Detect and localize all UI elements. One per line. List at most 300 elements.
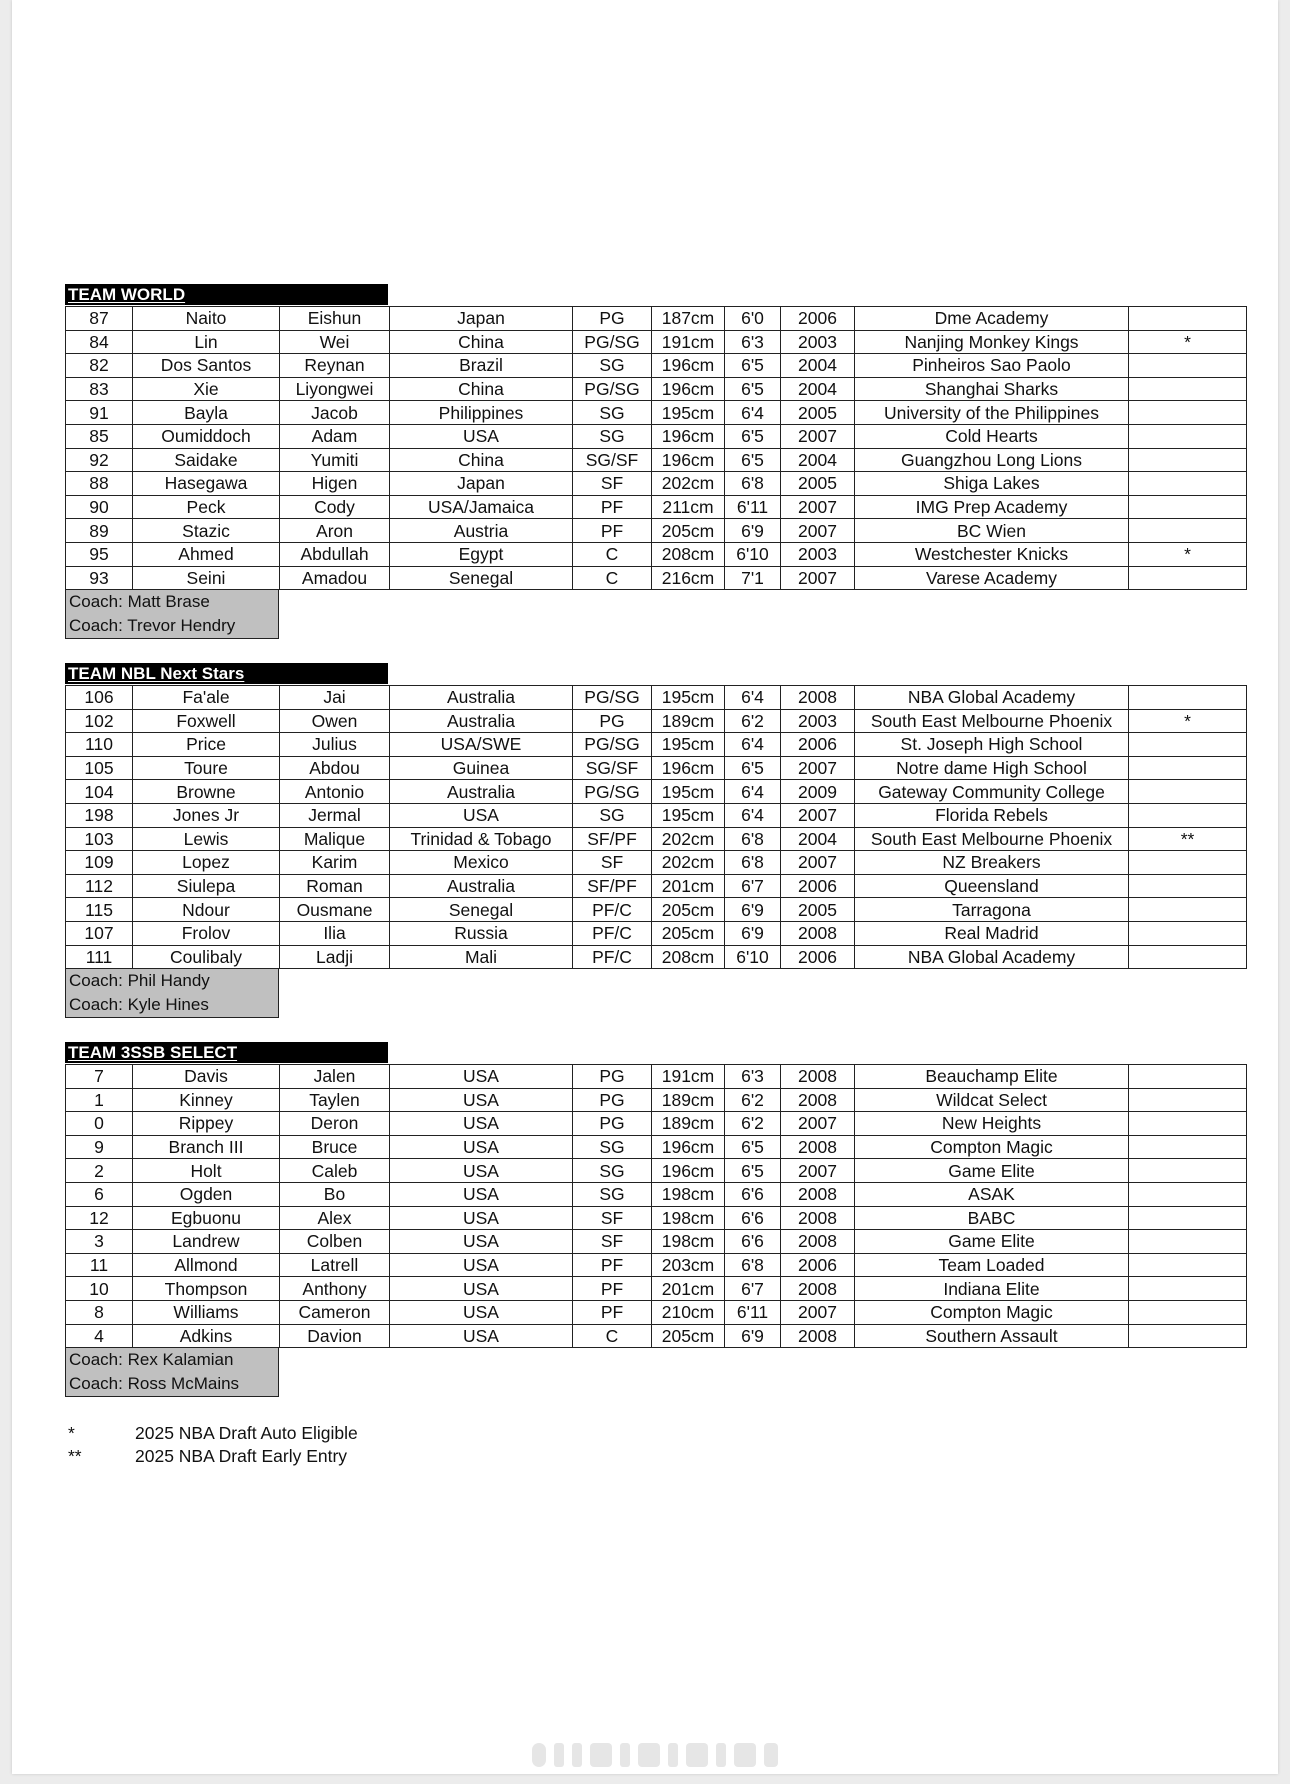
birth-year-cell: 2006 (781, 307, 855, 331)
country-cell: Australia (390, 780, 573, 804)
birth-year-cell: 2006 (781, 945, 855, 969)
draft-status-cell (1129, 803, 1247, 827)
draft-status-cell (1129, 1135, 1247, 1159)
club-cell: Shanghai Sharks (855, 377, 1129, 401)
height-ft-cell: 6'11 (725, 1300, 781, 1324)
height-cm-cell: 208cm (652, 542, 725, 566)
last-name-cell: Holt (133, 1159, 280, 1183)
table-row (66, 1277, 1247, 1301)
birth-year-cell: 2007 (781, 1300, 855, 1324)
height-cm-cell: 191cm (652, 330, 725, 354)
last-name-cell: Branch III (133, 1135, 280, 1159)
height-ft-cell: 6'3 (725, 1065, 781, 1089)
club-cell: Florida Rebels (855, 803, 1129, 827)
height-cm-cell: 198cm (652, 1206, 725, 1230)
last-name-cell: Seini (133, 566, 280, 590)
height-cm-cell: 196cm (652, 1159, 725, 1183)
height-ft-cell: 6'9 (725, 519, 781, 543)
club-cell: Real Madrid (855, 921, 1129, 945)
country-cell: USA (390, 1159, 573, 1183)
last-name-cell: Ogden (133, 1182, 280, 1206)
table-row (66, 424, 1247, 448)
draft-status-cell (1129, 921, 1247, 945)
birth-year-cell: 2004 (781, 827, 855, 851)
birth-year-cell: 2007 (781, 495, 855, 519)
last-name-cell: Toure (133, 756, 280, 780)
jersey-number-cell: 6 (66, 1182, 133, 1206)
jersey-number-cell: 11 (66, 1253, 133, 1277)
club-cell: Guangzhou Long Lions (855, 448, 1129, 472)
position-cell: SG (573, 1182, 652, 1206)
legend-item (68, 1421, 358, 1445)
first-name-cell: Liyongwei (280, 377, 390, 401)
legend-item (68, 1444, 347, 1468)
draft-status-cell (1129, 424, 1247, 448)
first-name-cell: Jacob (280, 401, 390, 425)
height-cm-cell: 191cm (652, 1065, 725, 1089)
position-cell: PG (573, 709, 652, 733)
height-ft-cell: 6'0 (725, 307, 781, 331)
position-cell: PG/SG (573, 780, 652, 804)
first-name-cell: Caleb (280, 1159, 390, 1183)
position-cell: SF/PF (573, 874, 652, 898)
jersey-number-cell: 106 (66, 686, 133, 710)
height-ft-cell: 6'5 (725, 354, 781, 378)
country-cell: Mexico (390, 851, 573, 875)
country-cell: China (390, 377, 573, 401)
legend-symbol: * (68, 1423, 75, 1443)
height-cm-cell: 196cm (652, 424, 725, 448)
height-cm-cell: 210cm (652, 1300, 725, 1324)
position-cell: SG (573, 803, 652, 827)
height-cm-cell: 195cm (652, 686, 725, 710)
club-cell: Shiga Lakes (855, 472, 1129, 496)
last-name-cell: Naito (133, 307, 280, 331)
height-cm-cell: 201cm (652, 874, 725, 898)
jersey-number-cell: 115 (66, 898, 133, 922)
first-name-cell: Eishun (280, 307, 390, 331)
club-cell: Nanjing Monkey Kings (855, 330, 1129, 354)
position-cell: PF/C (573, 921, 652, 945)
table-row (66, 566, 1247, 590)
club-cell: Game Elite (855, 1230, 1129, 1254)
last-name-cell: Xie (133, 377, 280, 401)
first-name-cell: Owen (280, 709, 390, 733)
first-name-cell: Alex (280, 1206, 390, 1230)
last-name-cell: Siulepa (133, 874, 280, 898)
club-cell: IMG Prep Academy (855, 495, 1129, 519)
country-cell: USA/SWE (390, 733, 573, 757)
draft-status-cell (1129, 733, 1247, 757)
last-name-cell: Saidake (133, 448, 280, 472)
club-cell: NBA Global Academy (855, 686, 1129, 710)
jersey-number-cell: 95 (66, 542, 133, 566)
country-cell: Guinea (390, 756, 573, 780)
height-ft-cell: 6'5 (725, 1135, 781, 1159)
draft-status-cell (1129, 377, 1247, 401)
position-cell: PF/C (573, 898, 652, 922)
draft-status-cell (1129, 780, 1247, 804)
table-row (66, 519, 1247, 543)
country-cell: USA/Jamaica (390, 495, 573, 519)
team-title: TEAM WORLD (65, 284, 388, 305)
last-name-cell: Peck (133, 495, 280, 519)
last-name-cell: Ahmed (133, 542, 280, 566)
watermark-logo (532, 1741, 782, 1769)
table-row (66, 686, 1247, 710)
height-cm-cell: 195cm (652, 803, 725, 827)
country-cell: Senegal (390, 898, 573, 922)
birth-year-cell: 2007 (781, 851, 855, 875)
jersey-number-cell: 84 (66, 330, 133, 354)
birth-year-cell: 2008 (781, 1324, 855, 1348)
draft-status-cell (1129, 1253, 1247, 1277)
table-row (66, 874, 1247, 898)
draft-status-cell (1129, 686, 1247, 710)
height-cm-cell: 198cm (652, 1182, 725, 1206)
club-cell: Game Elite (855, 1159, 1129, 1183)
jersey-number-cell: 7 (66, 1065, 133, 1089)
jersey-number-cell: 9 (66, 1135, 133, 1159)
coach-box (65, 1348, 279, 1397)
first-name-cell: Malique (280, 827, 390, 851)
country-cell: USA (390, 1206, 573, 1230)
birth-year-cell: 2007 (781, 519, 855, 543)
first-name-cell: Antonio (280, 780, 390, 804)
jersey-number-cell: 104 (66, 780, 133, 804)
last-name-cell: Coulibaly (133, 945, 280, 969)
height-ft-cell: 6'4 (725, 686, 781, 710)
draft-status-cell (1129, 1088, 1247, 1112)
height-cm-cell: 195cm (652, 401, 725, 425)
draft-status-cell (1129, 495, 1247, 519)
jersey-number-cell: 112 (66, 874, 133, 898)
table-row (66, 1135, 1247, 1159)
country-cell: Austria (390, 519, 573, 543)
height-cm-cell: 189cm (652, 1112, 725, 1136)
legend-text: 2025 NBA Draft Auto Eligible (135, 1423, 358, 1443)
last-name-cell: Landrew (133, 1230, 280, 1254)
position-cell: SF (573, 1230, 652, 1254)
team-title: TEAM NBL Next Stars (65, 663, 388, 684)
roster-table (65, 306, 1247, 590)
last-name-cell: Ndour (133, 898, 280, 922)
table-row (66, 1065, 1247, 1089)
first-name-cell: Abdullah (280, 542, 390, 566)
birth-year-cell: 2004 (781, 377, 855, 401)
first-name-cell: Bo (280, 1182, 390, 1206)
height-cm-cell: 202cm (652, 827, 725, 851)
height-ft-cell: 6'4 (725, 733, 781, 757)
table-row (66, 709, 1247, 733)
last-name-cell: Stazic (133, 519, 280, 543)
height-cm-cell: 196cm (652, 1135, 725, 1159)
height-ft-cell: 6'4 (725, 780, 781, 804)
club-cell: New Heights (855, 1112, 1129, 1136)
height-cm-cell: 203cm (652, 1253, 725, 1277)
club-cell: Dme Academy (855, 307, 1129, 331)
height-ft-cell: 6'8 (725, 1253, 781, 1277)
jersey-number-cell: 109 (66, 851, 133, 875)
birth-year-cell: 2008 (781, 1277, 855, 1301)
height-cm-cell: 211cm (652, 495, 725, 519)
height-cm-cell: 189cm (652, 1088, 725, 1112)
jersey-number-cell: 88 (66, 472, 133, 496)
club-cell: Varese Academy (855, 566, 1129, 590)
jersey-number-cell: 87 (66, 307, 133, 331)
birth-year-cell: 2003 (781, 709, 855, 733)
last-name-cell: Hasegawa (133, 472, 280, 496)
country-cell: Australia (390, 874, 573, 898)
last-name-cell: Lopez (133, 851, 280, 875)
height-cm-cell: 202cm (652, 851, 725, 875)
position-cell: PF (573, 519, 652, 543)
country-cell: USA (390, 424, 573, 448)
birth-year-cell: 2004 (781, 448, 855, 472)
first-name-cell: Higen (280, 472, 390, 496)
draft-status-cell (1129, 1300, 1247, 1324)
club-cell: BABC (855, 1206, 1129, 1230)
jersey-number-cell: 8 (66, 1300, 133, 1324)
first-name-cell: Taylen (280, 1088, 390, 1112)
last-name-cell: Price (133, 733, 280, 757)
table-row (66, 1324, 1247, 1348)
position-cell: PG (573, 1088, 652, 1112)
draft-status-cell (1129, 307, 1247, 331)
country-cell: USA (390, 1135, 573, 1159)
draft-status-cell (1129, 851, 1247, 875)
height-cm-cell: 196cm (652, 448, 725, 472)
draft-status-cell (1129, 1182, 1247, 1206)
position-cell: PG (573, 307, 652, 331)
height-ft-cell: 6'2 (725, 1112, 781, 1136)
position-cell: C (573, 542, 652, 566)
table-row (66, 733, 1247, 757)
position-cell: SG (573, 354, 652, 378)
height-cm-cell: 208cm (652, 945, 725, 969)
draft-status-cell (1129, 354, 1247, 378)
document-page (12, 0, 1278, 1774)
height-cm-cell: 195cm (652, 780, 725, 804)
table-row (66, 377, 1247, 401)
last-name-cell: Egbuonu (133, 1206, 280, 1230)
last-name-cell: Davis (133, 1065, 280, 1089)
draft-status-cell: * (1129, 709, 1247, 733)
team-title: TEAM 3SSB SELECT (65, 1042, 388, 1063)
country-cell: Egypt (390, 542, 573, 566)
country-cell: USA (390, 1300, 573, 1324)
country-cell: Australia (390, 686, 573, 710)
coach-name: Coach: Ross McMains (69, 1374, 240, 1393)
height-ft-cell: 6'8 (725, 851, 781, 875)
coach-name: Coach: Trevor Hendry (69, 616, 236, 635)
height-ft-cell: 6'5 (725, 756, 781, 780)
first-name-cell: Davion (280, 1324, 390, 1348)
table-row (66, 851, 1247, 875)
first-name-cell: Bruce (280, 1135, 390, 1159)
height-cm-cell: 196cm (652, 756, 725, 780)
birth-year-cell: 2007 (781, 803, 855, 827)
first-name-cell: Ladji (280, 945, 390, 969)
birth-year-cell: 2008 (781, 1088, 855, 1112)
table-row (66, 1159, 1247, 1183)
table-row (66, 1206, 1247, 1230)
legend-symbol: ** (68, 1446, 82, 1466)
jersey-number-cell: 83 (66, 377, 133, 401)
last-name-cell: Fa'ale (133, 686, 280, 710)
jersey-number-cell: 12 (66, 1206, 133, 1230)
jersey-number-cell: 82 (66, 354, 133, 378)
club-cell: Gateway Community College (855, 780, 1129, 804)
position-cell: PF (573, 495, 652, 519)
club-cell: Westchester Knicks (855, 542, 1129, 566)
birth-year-cell: 2006 (781, 1253, 855, 1277)
draft-status-cell (1129, 945, 1247, 969)
country-cell: Australia (390, 709, 573, 733)
country-cell: USA (390, 1088, 573, 1112)
height-ft-cell: 6'5 (725, 424, 781, 448)
draft-status-cell (1129, 898, 1247, 922)
height-cm-cell: 205cm (652, 519, 725, 543)
birth-year-cell: 2006 (781, 733, 855, 757)
last-name-cell: Kinney (133, 1088, 280, 1112)
club-cell: Tarragona (855, 898, 1129, 922)
table-row (66, 756, 1247, 780)
coach-box (65, 590, 279, 639)
first-name-cell: Amadou (280, 566, 390, 590)
country-cell: Philippines (390, 401, 573, 425)
jersey-number-cell: 105 (66, 756, 133, 780)
height-ft-cell: 6'5 (725, 377, 781, 401)
jersey-number-cell: 92 (66, 448, 133, 472)
club-cell: South East Melbourne Phoenix (855, 827, 1129, 851)
last-name-cell: Browne (133, 780, 280, 804)
country-cell: USA (390, 1230, 573, 1254)
height-cm-cell: 205cm (652, 898, 725, 922)
jersey-number-cell: 1 (66, 1088, 133, 1112)
table-row (66, 495, 1247, 519)
height-ft-cell: 6'10 (725, 945, 781, 969)
legend-text: 2025 NBA Draft Early Entry (135, 1446, 348, 1466)
birth-year-cell: 2003 (781, 330, 855, 354)
height-ft-cell: 6'9 (725, 1324, 781, 1348)
first-name-cell: Anthony (280, 1277, 390, 1301)
height-ft-cell: 6'2 (725, 1088, 781, 1112)
first-name-cell: Jalen (280, 1065, 390, 1089)
club-cell: Queensland (855, 874, 1129, 898)
country-cell: Trinidad & Tobago (390, 827, 573, 851)
height-ft-cell: 6'10 (725, 542, 781, 566)
position-cell: SF/PF (573, 827, 652, 851)
country-cell: Japan (390, 472, 573, 496)
coach-name: Coach: Kyle Hines (69, 995, 209, 1014)
last-name-cell: Thompson (133, 1277, 280, 1301)
first-name-cell: Karim (280, 851, 390, 875)
table-row (66, 921, 1247, 945)
club-cell: Cold Hearts (855, 424, 1129, 448)
birth-year-cell: 2008 (781, 1135, 855, 1159)
last-name-cell: Jones Jr (133, 803, 280, 827)
coach-name: Coach: Matt Brase (69, 592, 210, 611)
last-name-cell: Dos Santos (133, 354, 280, 378)
club-cell: Southern Assault (855, 1324, 1129, 1348)
position-cell: SF (573, 472, 652, 496)
jersey-number-cell: 107 (66, 921, 133, 945)
table-row (66, 780, 1247, 804)
position-cell: PG (573, 1112, 652, 1136)
draft-status-cell: * (1129, 542, 1247, 566)
position-cell: SG (573, 401, 652, 425)
country-cell: Russia (390, 921, 573, 945)
birth-year-cell: 2009 (781, 780, 855, 804)
position-cell: PF (573, 1253, 652, 1277)
birth-year-cell: 2005 (781, 472, 855, 496)
draft-status-cell: ** (1129, 827, 1247, 851)
birth-year-cell: 2008 (781, 1230, 855, 1254)
draft-status-cell (1129, 566, 1247, 590)
draft-status-cell (1129, 1206, 1247, 1230)
height-cm-cell: 201cm (652, 1277, 725, 1301)
birth-year-cell: 2008 (781, 686, 855, 710)
jersey-number-cell: 103 (66, 827, 133, 851)
club-cell: BC Wien (855, 519, 1129, 543)
height-cm-cell: 205cm (652, 1324, 725, 1348)
height-ft-cell: 6'5 (725, 1159, 781, 1183)
club-cell: St. Joseph High School (855, 733, 1129, 757)
table-row (66, 1300, 1247, 1324)
last-name-cell: Oumiddoch (133, 424, 280, 448)
club-cell: ASAK (855, 1182, 1129, 1206)
table-row (66, 1230, 1247, 1254)
club-cell: NZ Breakers (855, 851, 1129, 875)
jersey-number-cell: 198 (66, 803, 133, 827)
draft-status-cell (1129, 472, 1247, 496)
first-name-cell: Latrell (280, 1253, 390, 1277)
height-ft-cell: 6'11 (725, 495, 781, 519)
birth-year-cell: 2004 (781, 354, 855, 378)
birth-year-cell: 2008 (781, 921, 855, 945)
last-name-cell: Bayla (133, 401, 280, 425)
position-cell: PF/C (573, 945, 652, 969)
coach-name: Coach: Rex Kalamian (69, 1350, 234, 1369)
birth-year-cell: 2007 (781, 566, 855, 590)
draft-status-cell (1129, 1324, 1247, 1348)
position-cell: PG/SG (573, 686, 652, 710)
position-cell: SG/SF (573, 756, 652, 780)
country-cell: China (390, 330, 573, 354)
height-cm-cell: 196cm (652, 354, 725, 378)
jersey-number-cell: 102 (66, 709, 133, 733)
jersey-number-cell: 0 (66, 1112, 133, 1136)
country-cell: Brazil (390, 354, 573, 378)
roster-table (65, 685, 1247, 969)
birth-year-cell: 2007 (781, 424, 855, 448)
club-cell: Beauchamp Elite (855, 1065, 1129, 1089)
first-name-cell: Jermal (280, 803, 390, 827)
country-cell: USA (390, 1324, 573, 1348)
first-name-cell: Yumiti (280, 448, 390, 472)
birth-year-cell: 2005 (781, 401, 855, 425)
first-name-cell: Roman (280, 874, 390, 898)
last-name-cell: Rippey (133, 1112, 280, 1136)
birth-year-cell: 2008 (781, 1065, 855, 1089)
first-name-cell: Julius (280, 733, 390, 757)
height-ft-cell: 6'8 (725, 827, 781, 851)
country-cell: USA (390, 1112, 573, 1136)
position-cell: PG (573, 1065, 652, 1089)
height-ft-cell: 6'6 (725, 1230, 781, 1254)
table-row (66, 1182, 1247, 1206)
